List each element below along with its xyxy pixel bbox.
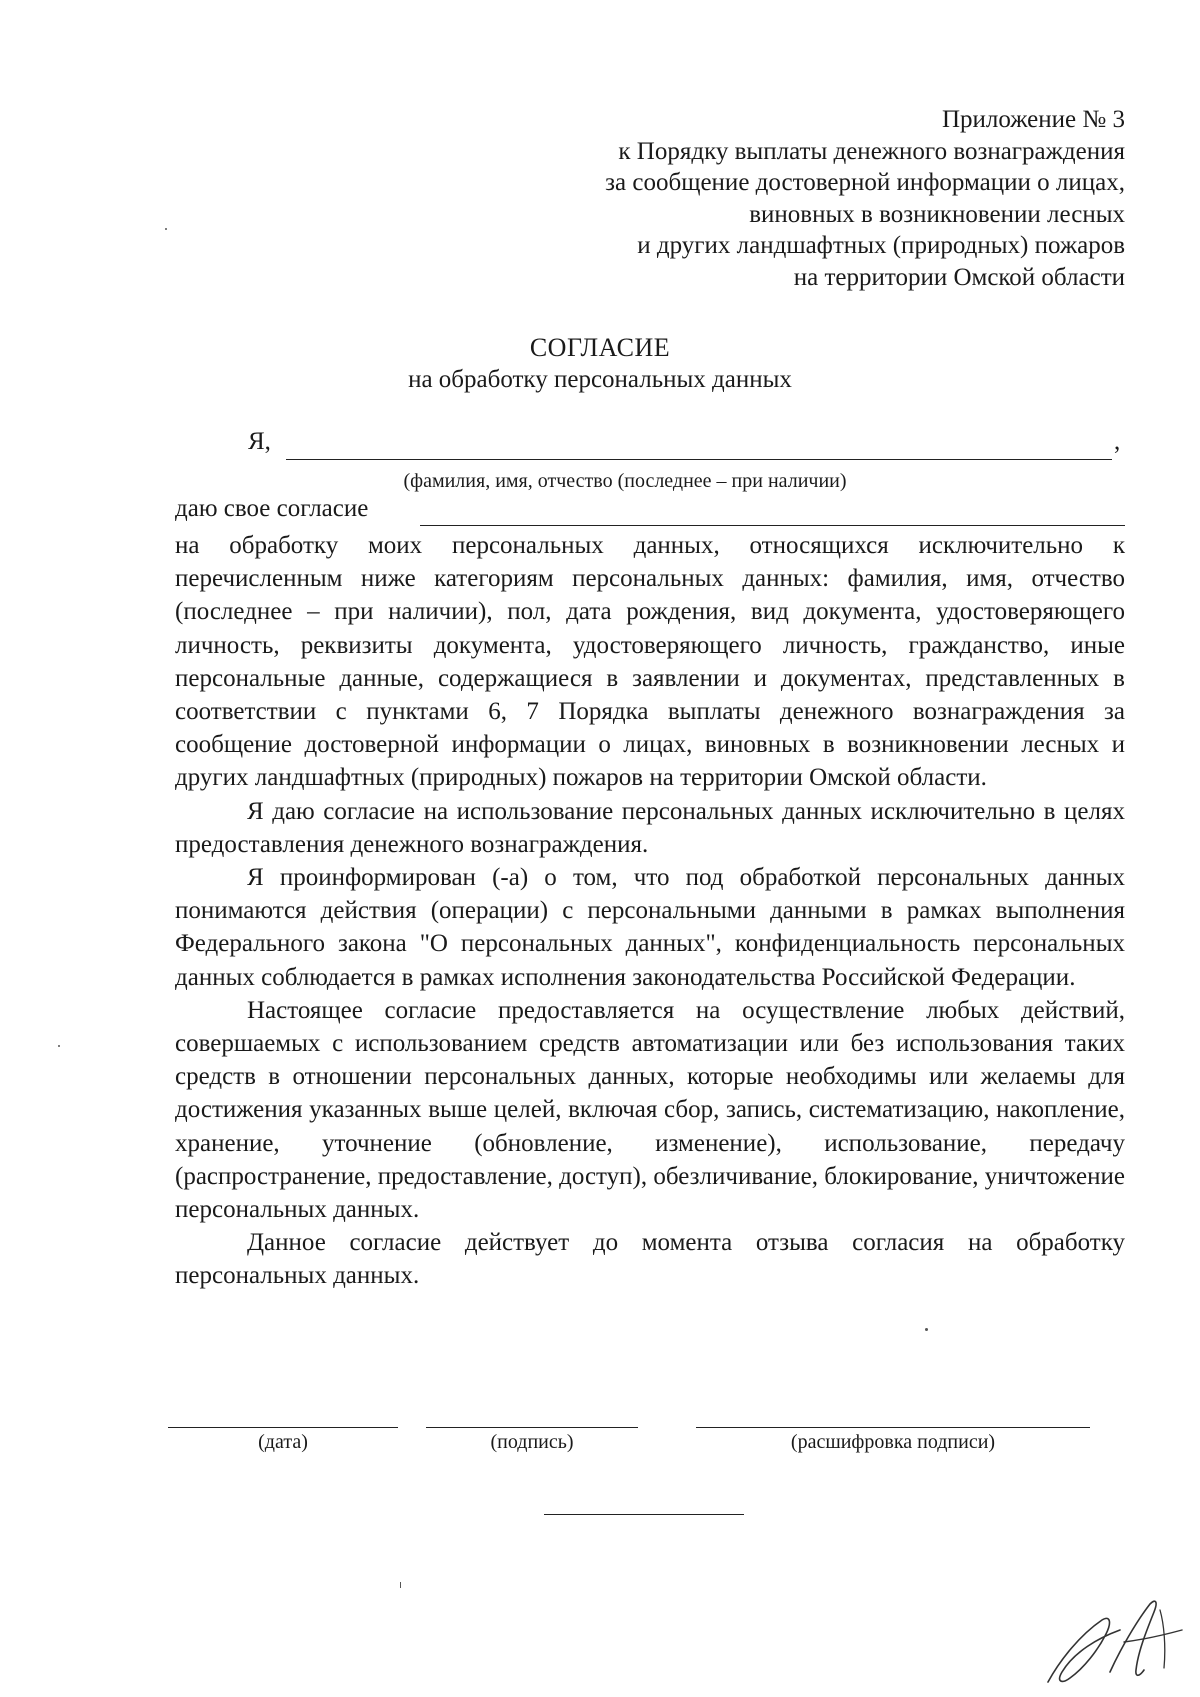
signature-field-label: (подпись) <box>490 1431 574 1453</box>
appendix-line: виновных в возникновении лесных <box>749 200 1125 228</box>
document-subtitle: на обработку персональных данных <box>408 366 792 393</box>
appendix-line: к Порядку выплаты денежного вознаграждения <box>618 137 1125 165</box>
scan-speck <box>400 1582 401 1588</box>
transcript-field-label: (расшифровка подписи) <box>790 1431 996 1453</box>
appendix-line: на территории Омской области <box>793 263 1125 291</box>
date-field-line[interactable] <box>168 1427 398 1428</box>
paragraph-purpose: Я даю согласие на использование персональных данных исключительно в целях предоставления денежного вознаграждения. <box>175 797 1125 858</box>
appendix-block <box>400 104 1125 294</box>
paragraph-validity: Данное согласие действует до момента отзыва согласия на обработку персональных данных. <box>175 1229 1125 1290</box>
consent-field-label: даю свое согласие <box>175 495 369 522</box>
transcript-field-line[interactable] <box>696 1427 1090 1428</box>
scan-speck <box>925 1328 928 1331</box>
scan-speck <box>58 1045 60 1047</box>
appendix-line: и других ландшафтных (природных) пожаров <box>637 232 1125 260</box>
date-field-label: (дата) <box>258 1431 308 1453</box>
appendix-line-number: Приложение № 3 <box>941 106 1125 133</box>
paragraph-actions: Настоящее согласие предоставляется на осуществление любых действий, совершаемых с использованием средств автоматизации или без использования таких средств в отношении персональных данных, которые необходимы или желаемы для достижения указанных выше целей, включая сбор, запись, систематизацию, накопление, хранение, уточнение (обновление, изменение), использование, передачу (распространение, предоставление, доступ), обезличивание, блокирование, уничтожение персональных данных. <box>175 996 1125 1224</box>
paragraph-informed: Я проинформирован (-а) о том, что под обработкой персональных данных понимаются действия (операции) с персональными данными в рамках выполнения Федерального закона "О персональных данных", конфиденциальность персональных данных соблюдается в рамках исполнения законодательства Российской Федерации. <box>175 864 1125 991</box>
document-title: СОГЛАСИЕ <box>529 333 671 362</box>
handwritten-initials-mark <box>1040 1590 1190 1690</box>
fio-field-row <box>248 428 1128 462</box>
appendix-line: за сообщение достоверной информации о лицах, <box>605 169 1125 197</box>
end-divider <box>544 1514 744 1515</box>
fio-field-hint: (фамилия, имя, отчество (последнее – при наличии) <box>403 470 847 492</box>
fio-field-label: Я, <box>248 428 271 455</box>
scan-speck <box>165 228 167 230</box>
consent-field-line[interactable] <box>420 525 1125 526</box>
fio-field-line[interactable] <box>286 459 1112 460</box>
signature-field-line[interactable] <box>426 1427 638 1428</box>
fio-field-comma: , <box>1114 428 1121 455</box>
consent-field-row <box>175 495 1125 529</box>
paragraph-categories: на обработку моих персональных данных, относящихся исключительно к перечисленным ниже категориям персональных данных: фамилия, имя, отчество (последнее – при наличии), пол, дата рождения, вид документа, удостоверяющего личность, реквизиты документа, удостоверяющего личность, гражданство, иные персональные данные, содержащиеся в заявлении и документах, представленных в соответствии с пунктами 6, 7 Порядка выплаты денежного вознаграждения за сообщение достоверной информации о лицах, виновных в возникновении лесных и других ландшафтных (природных) пожаров на территории Омской области. <box>175 532 1125 792</box>
document-body <box>175 529 1125 1293</box>
